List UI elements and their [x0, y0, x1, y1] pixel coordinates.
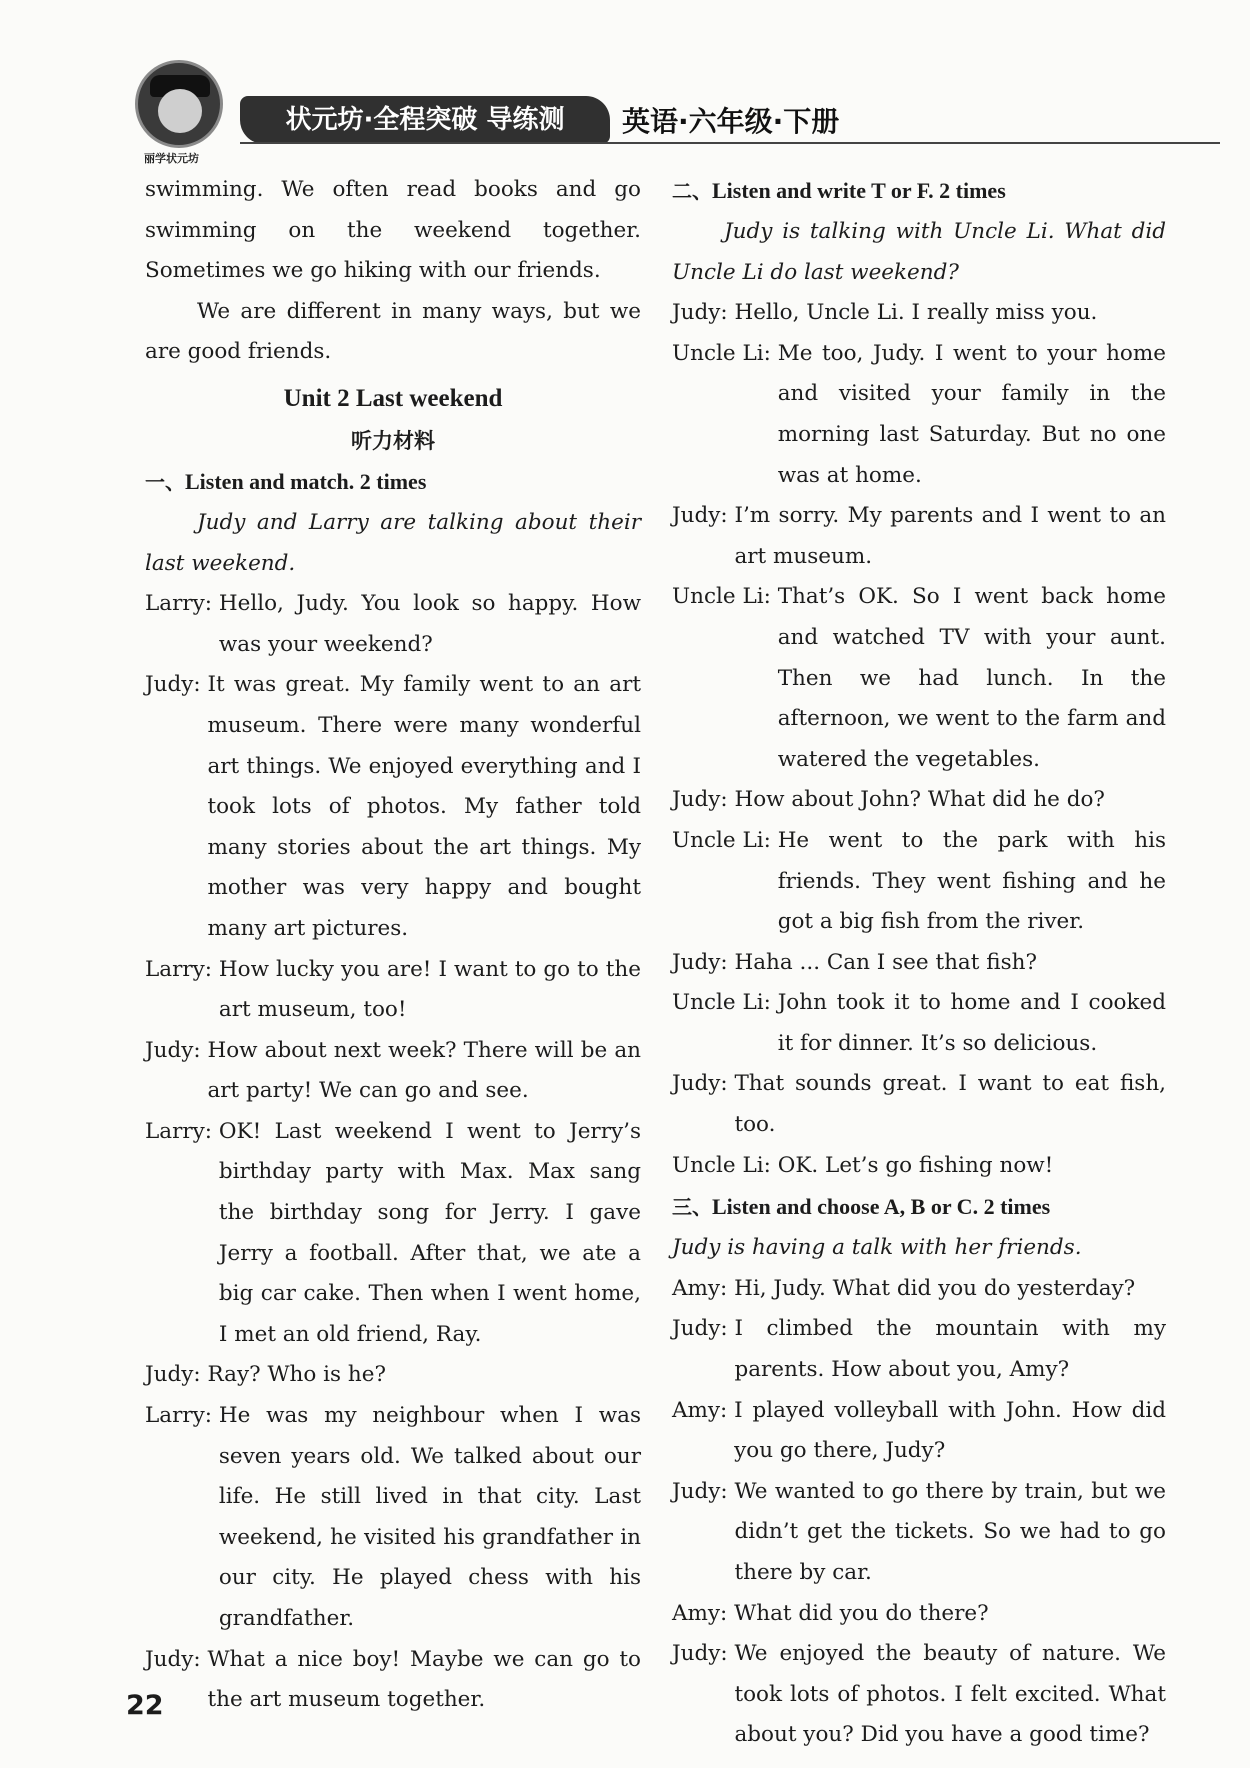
- section-instruction: Judy is having a talk with her friends.: [672, 1235, 1082, 1261]
- speaker-label: Judy:: [145, 1646, 208, 1672]
- dialogue-line: [145, 950, 641, 1031]
- page-header: [0, 0, 1250, 165]
- speaker-label: Uncle Li:: [672, 827, 778, 853]
- speaker-label: Judy:: [672, 949, 735, 975]
- dialogue-line: [672, 293, 1166, 334]
- dialogue-line: [672, 983, 1166, 1064]
- subject-title: 英语·六年级·下册: [622, 105, 840, 138]
- left-column: [145, 170, 641, 1721]
- dialogue-line: [672, 821, 1166, 943]
- dialogue-text: He was my neighbour when I was seven years old. We talked about our life. He still lived in that city. Last weekend, he visited his grandfather in our city. He played chess with his grandfather.: [218, 1403, 641, 1631]
- page-number: 22: [126, 1690, 164, 1721]
- speaker-label: Larry:: [145, 1118, 219, 1144]
- dialogue-line: [672, 496, 1166, 577]
- speaker-label: Judy:: [672, 1478, 735, 1504]
- dialogue-text: OK. Let’s go fishing now!: [777, 1152, 1054, 1178]
- dialogue-text: I climbed the mountain with my parents. How about you, Amy?: [734, 1316, 1166, 1383]
- speaker-label: Judy:: [672, 503, 735, 529]
- speaker-label: Uncle Li:: [672, 1152, 778, 1178]
- unit-title: Unit 2 Last weekend: [283, 384, 503, 412]
- dialogue-text: I played volleyball with John. How did you go there, Judy?: [734, 1397, 1166, 1464]
- logo-caption: 丽学状元坊: [144, 152, 199, 165]
- series-title-banner: 状元坊·全程突破 导练测: [240, 96, 610, 144]
- dialogue-line: [672, 1594, 1166, 1635]
- dialogue-line: [145, 1112, 641, 1356]
- speaker-label: Judy:: [672, 300, 735, 326]
- speaker-label: Uncle Li:: [672, 584, 778, 610]
- speaker-label: Uncle Li:: [672, 990, 778, 1016]
- speaker-label: Larry:: [145, 1403, 219, 1429]
- dialogue-text: It was great. My family went to an art museum. There were many wonderful art things. We enjoyed everything and I took lots of photos. My father told many stories about the art things. My mother was very happy and bought many art pictures.: [207, 672, 641, 941]
- dialogue-text: That sounds great. I want to eat fish, too.: [734, 1071, 1166, 1138]
- dialogue-text: Hello, Judy. You look so happy. How was your weekend?: [218, 591, 641, 657]
- dialogue-text: John took it to home and I cooked it for dinner. It’s so delicious.: [777, 990, 1166, 1056]
- speaker-label: Larry:: [145, 591, 219, 617]
- dialogue-text: He went to the park with his friends. They went fishing and he got a big fish from the river.: [777, 827, 1166, 935]
- speaker-label: Judy:: [672, 1641, 735, 1667]
- dialogue-line: [672, 334, 1166, 496]
- dialogue-text: Haha ... Can I see that fish?: [734, 949, 1037, 975]
- speaker-label: Judy:: [145, 1037, 208, 1063]
- speaker-label: Judy:: [145, 1362, 208, 1388]
- speaker-label: Uncle Li:: [672, 340, 778, 366]
- dialogue-line: [145, 665, 641, 949]
- dialogue-line: [145, 1640, 641, 1721]
- dialogue-text: We enjoyed the beauty of nature. We took lots of photos. I felt excited. What about you? Did you have a good time?: [734, 1641, 1166, 1748]
- dialogue-text: I’m sorry. My parents and I went to an art museum.: [734, 503, 1166, 569]
- dialogue-line: [672, 1472, 1166, 1594]
- mascot-logo-icon: [135, 60, 223, 148]
- intro-paragraph: We are different in many ways, but we are good friends.: [145, 298, 641, 365]
- dialogue-text: How about John? What did he do?: [734, 787, 1105, 813]
- mascot-face: [158, 89, 202, 133]
- dialogue-text: What a nice boy! Maybe we can go to the art museum together.: [207, 1646, 641, 1713]
- dialogue-text: OK! Last weekend I went to Jerry’s birthday party with Max. Max sang the birthday song for Jerry. I gave Jerry a football. After that, we ate a big car cake. Then when I went home, I met an old friend, Ray.: [218, 1118, 641, 1347]
- speaker-label: Amy:: [672, 1600, 735, 1626]
- material-title: 听力材料: [351, 428, 435, 453]
- section-heading: 一、Listen and match. 2 times: [145, 468, 427, 494]
- dialogue-text: We wanted to go there by train, but we didn’t get the tickets. So we had to go there by car.: [734, 1478, 1166, 1585]
- speaker-label: Amy:: [672, 1275, 735, 1301]
- dialogue-text: Hi, Judy. What did you do yesterday?: [734, 1275, 1136, 1301]
- section-heading: 三、Listen and choose A, B or C. 2 times: [672, 1194, 1051, 1220]
- dialogue-line: [672, 1146, 1166, 1187]
- dialogue-line: [145, 1031, 641, 1112]
- dialogue-line: [672, 1391, 1166, 1472]
- dialogue-text: Hello, Uncle Li. I really miss you.: [734, 300, 1098, 326]
- dialogue-line: [145, 1355, 641, 1396]
- dialogue-line: [672, 1309, 1166, 1390]
- dialogue-text: That’s OK. So I went back home and watched TV with your aunt. Then we had lunch. In the afternoon, we went to the farm and watered the vegetables.: [777, 584, 1166, 772]
- header-divider: [240, 142, 1220, 144]
- dialogue-line: [672, 1064, 1166, 1145]
- speaker-label: Judy:: [672, 787, 735, 813]
- dialogue-text: Ray? Who is he?: [207, 1362, 387, 1388]
- speaker-label: Larry:: [145, 956, 219, 982]
- dialogue-line: [672, 943, 1166, 984]
- section-heading: 二、Listen and write T or F. 2 times: [672, 178, 1006, 203]
- dialogue-line: [145, 584, 641, 665]
- speaker-label: Judy:: [672, 1071, 735, 1097]
- dialogue-text: What did you do there?: [734, 1600, 989, 1626]
- section-instruction: Judy and Larry are talking about their last weekend.: [145, 509, 641, 576]
- speaker-label: Judy:: [672, 1316, 735, 1342]
- intro-paragraph: swimming. We often read books and go swimming on the weekend together. Sometimes we go hiking with our friends.: [145, 177, 641, 284]
- dialogue-line: [145, 1396, 641, 1640]
- right-column: [672, 170, 1166, 1756]
- dialogue-line: [672, 1634, 1166, 1756]
- dialogue-text: Me too, Judy. I went to your home and visited your family in the morning last Saturday. But no one was at home.: [777, 340, 1166, 488]
- speaker-label: Judy:: [145, 672, 208, 698]
- dialogue-line: [672, 1269, 1166, 1310]
- dialogue-text: How lucky you are! I want to go to the art museum, too!: [218, 956, 641, 1023]
- dialogue-line: [672, 780, 1166, 821]
- dialogue-line: [672, 577, 1166, 780]
- speaker-label: Amy:: [672, 1397, 735, 1423]
- section-instruction: Judy is talking with Uncle Li. What did Uncle Li do last weekend?: [672, 219, 1166, 285]
- dialogue-text: How about next week? There will be an art party! We can go and see.: [207, 1037, 641, 1104]
